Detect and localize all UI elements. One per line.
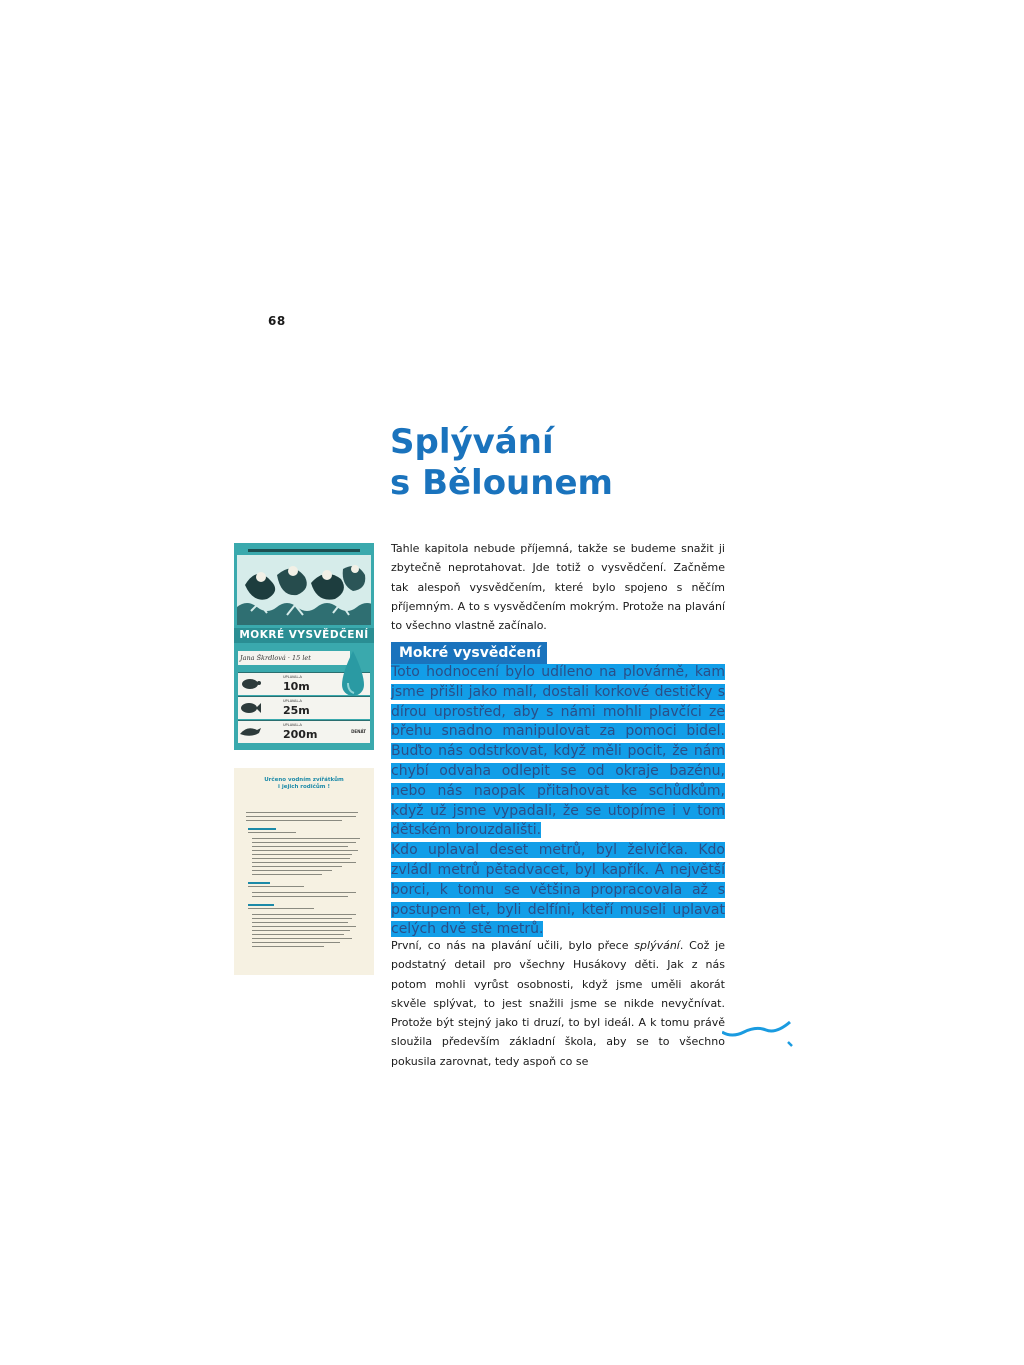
- certificate-row-dolphin: [238, 720, 370, 743]
- row-label: UPLAVAL-A: [283, 699, 302, 703]
- dolphin-icon: [239, 724, 261, 740]
- swimmers-illustration: [237, 555, 371, 625]
- page-number: 68: [268, 314, 286, 328]
- body-text-after: . Což je podstatný detail pro všechny Husákovy děti. Jak z nás potom mohli vyrůst osobnosti, když jsme uměli akorát skvěle splývat, to jest snažili jsme se nikde nevyčnívat. Protože být stejný jako ti druzí, to byl ideál. A k tomu právě sloužila především základní škola, aby se to všechno pokusila zarovnat, tedy aspoň co se: [391, 939, 725, 1068]
- text-line: [252, 922, 348, 923]
- text-line: [252, 858, 350, 859]
- certificate-back-title-line-1: Určeno vodním zvířátkům: [264, 777, 344, 783]
- text-line: [248, 832, 296, 833]
- turtle-icon: [239, 676, 261, 692]
- certificate-back-image: [234, 768, 374, 975]
- text-line: [252, 946, 324, 947]
- text-line: [252, 942, 340, 943]
- row-label: UPLAVAL-A: [283, 675, 302, 679]
- text-line: [252, 838, 360, 839]
- wave-decoration: [722, 1018, 794, 1050]
- emphasis-splyvani: splývání: [634, 939, 680, 952]
- water-drop-icon: [338, 649, 368, 701]
- chapter-title: [390, 422, 613, 504]
- certificate-back-title-line-2: i jejich rodičům !: [278, 784, 330, 790]
- text-subheading-line: [248, 828, 276, 830]
- chapter-title-line-2: s Bělounem: [390, 463, 613, 503]
- text-line: [248, 886, 304, 887]
- text-line: [252, 842, 356, 843]
- text-line: [252, 870, 332, 871]
- certificate-title: MOKRÉ VYSVĚDČENÍ: [234, 628, 374, 643]
- body-paragraph: [391, 936, 725, 1071]
- row-distance: 25m: [283, 704, 310, 717]
- highlighted-text-1: Toto hodnocení bylo udíleno na plovárně, kam jsme přišli jako malí, dostali korkové destičky s dírou uprostřed, aby s námi mohli plavčíci ze břehu snadno manipulovat za pomoci bidel. Buďto nás odstrkovat, když měli pocit, že nám chybí odvaha odlepit se od okraje bazénu, nebo nás naopak přitahovat ke schůdkům, když už jsme vypadali, že se utopíme i v tom dětském brouzdališti.: [391, 664, 725, 839]
- text-line: [246, 816, 356, 817]
- certificate-name: Jana Škrdlová · 15 let: [238, 651, 350, 665]
- text-line: [252, 850, 358, 851]
- text-line: [252, 914, 356, 915]
- text-line: [252, 896, 348, 897]
- body-text-before: První, co nás na plavání učili, bylo přece: [391, 939, 635, 952]
- row-extra: DENÁT: [351, 729, 366, 734]
- section-heading: Mokré vysvědčení: [391, 642, 547, 664]
- text-line: [252, 892, 356, 893]
- wet-certificate-image: [234, 543, 374, 750]
- text-line: [246, 812, 358, 813]
- text-line: [248, 908, 314, 909]
- text-line: [252, 930, 350, 931]
- fish-icon: [239, 700, 261, 716]
- text-subheading-line: [248, 904, 274, 906]
- text-line: [252, 874, 322, 875]
- chapter-title-line-1: Splývání: [390, 422, 554, 462]
- certificate-header-text: [238, 547, 370, 554]
- text-line: [252, 866, 342, 867]
- text-line: [252, 938, 352, 939]
- highlighted-paragraph-2: [391, 841, 725, 940]
- text-line: [246, 820, 342, 821]
- row-label: UPLAVAL-A: [283, 723, 302, 727]
- row-distance: 200m: [283, 728, 318, 741]
- certificate-back-title: [234, 777, 374, 791]
- text-subheading-line: [248, 882, 270, 884]
- text-line: [252, 918, 352, 919]
- text-line: [252, 846, 348, 847]
- highlighted-paragraph-1: [391, 663, 725, 841]
- highlighted-text-block: [391, 663, 725, 940]
- text-line: [252, 926, 356, 927]
- intro-paragraph: Tahle kapitola nebude příjemná, takže se budeme snažit ji zbytečně neprotahovat. Jde totiž o vysvědčení. Začněme tak alespoň vysvědčením, které bylo spojeno s něčím příjemným. A to s vysvědčením mokrým. Protože na plavání to všechno vlastně začínalo.: [391, 542, 725, 633]
- highlighted-text-2: Kdo uplaval deset metrů, byl želvička. Kdo zvládl metrů pětadvacet, byl kapřík. A největší borci, k tomu se většina propracovala až s postupem let, byli delfíni, kteří museli uplavat celých dvě stě metrů.: [391, 842, 725, 938]
- text-line: [252, 854, 352, 855]
- text-line: [252, 934, 344, 935]
- text-line: [252, 862, 356, 863]
- row-distance: 10m: [283, 680, 310, 693]
